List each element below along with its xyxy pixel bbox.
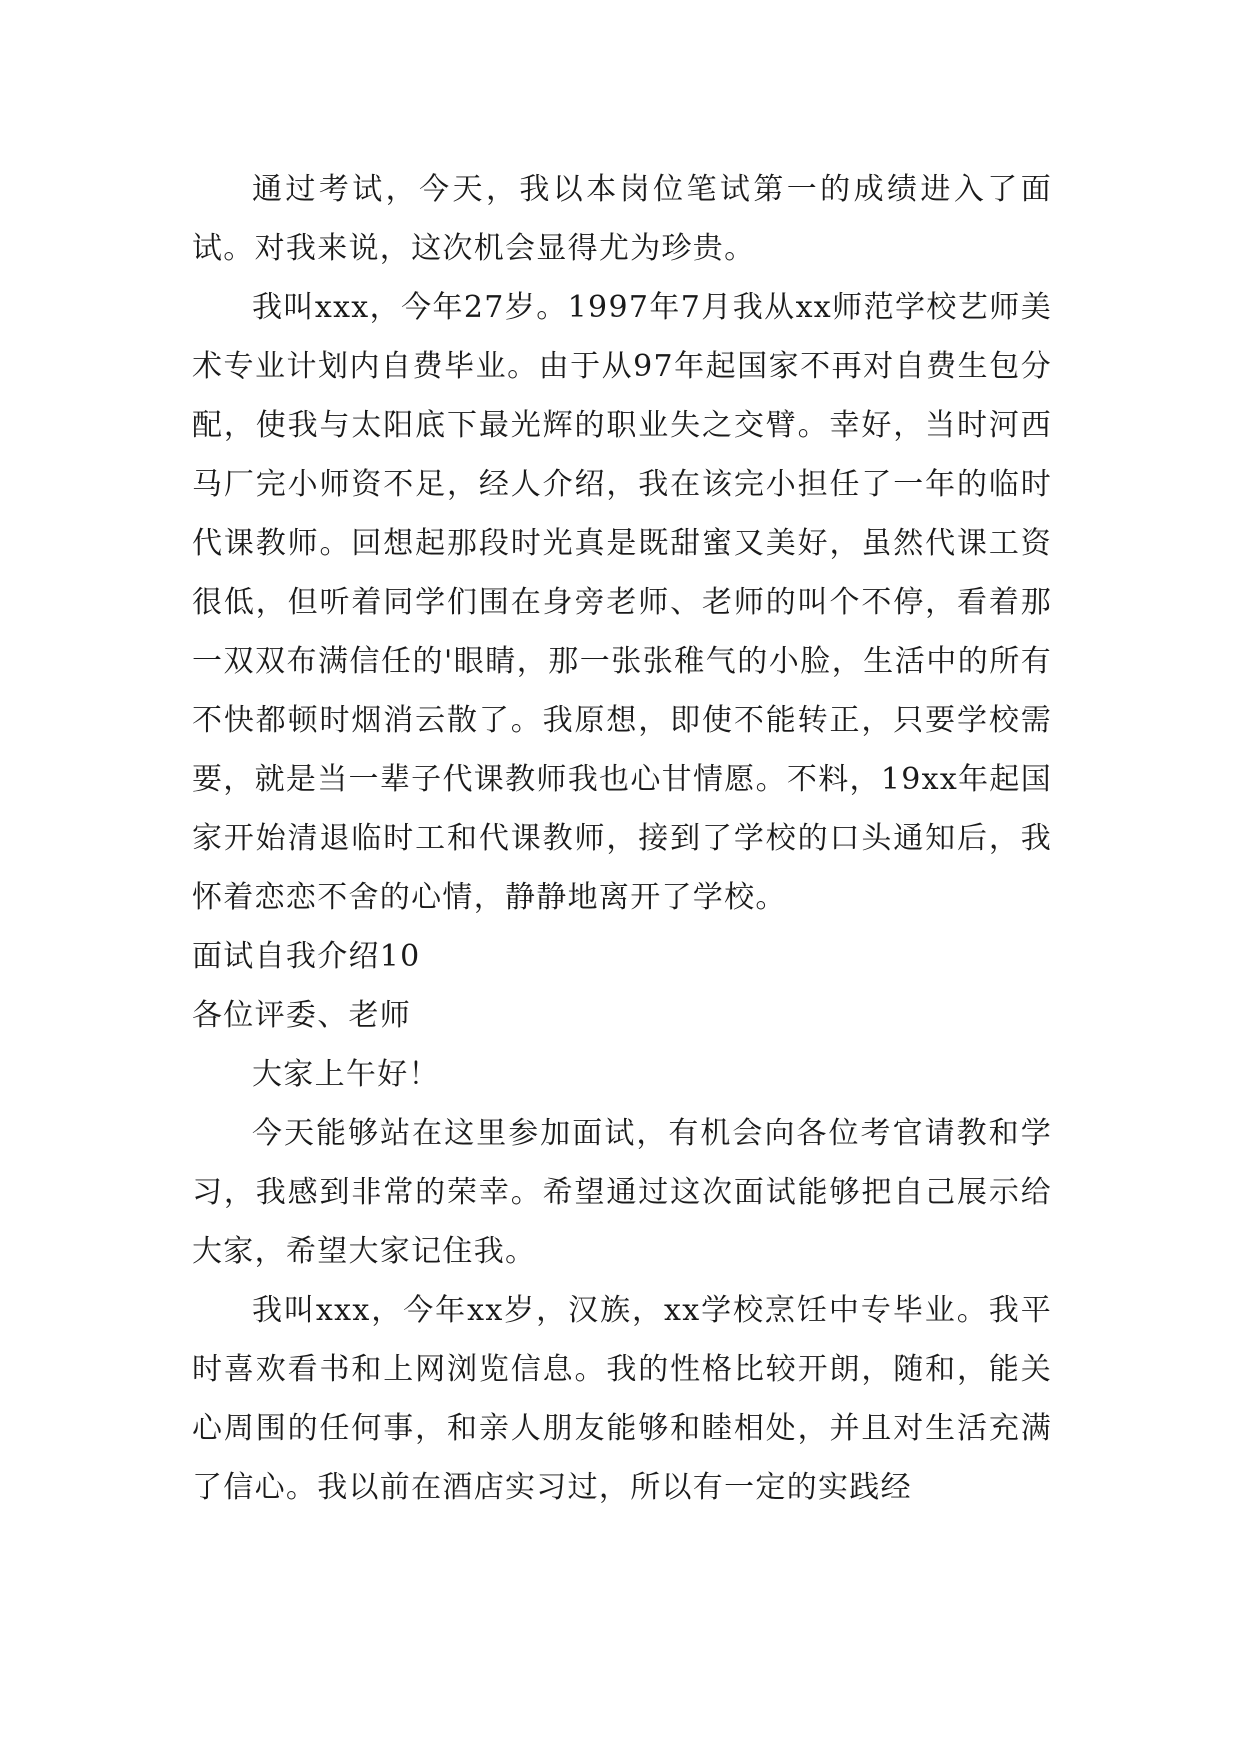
paragraph-background: 我叫xxx，今年27岁。1997年7月我从xx师范学校艺师美术专业计划内自费毕业。由于从97年起国家不再对自费生包分配，使我与太阳底下最光辉的职业失之交臂。幸好，当时河西马厂完小师资不足，经人介绍，我在该完小担任了一年的临时代课教师。回想起那段时光真是既甜蜜又美好，虽然代课工资很低，但听着同学们围在身旁老师、老师的叫个不停，看着那一双双布满信任的'眼睛，那一张张稚气的小脸，生活中的所有不快都顿时烟消云散了。我原想，即使不能转正，只要学校需要，就是当一辈子代课教师我也心甘情愿。不料，19xx年起国家开始清退临时工和代课教师，接到了学校的口头通知后，我怀着恋恋不舍的心情，静静地离开了学校。 [192, 290, 1052, 915]
paragraph-opening: 今天能够站在这里参加面试，有机会向各位考官请教和学习，我感到非常的荣幸。希望通过这次面试能够把自己展示给大家，希望大家记住我。 [192, 1116, 1052, 1269]
paragraph-exam-result: 通过考试，今天，我以本岗位笔试第一的成绩进入了面试。对我来说，这次机会显得尤为珍贵。 [192, 172, 1052, 266]
paragraph-greeting: 大家上午好！ [252, 1057, 440, 1092]
document-page [192, 160, 1052, 1517]
paragraph-salutation: 各位评委、老师 [192, 998, 412, 1033]
paragraph-self-introduction: 我叫xxx，今年xx岁，汉族，xx学校烹饪中专毕业。我平时喜欢看书和上网浏览信息。我的性格比较开朗，随和，能关心周围的任何事，和亲人朋友能够和睦相处，并且对生活充满了信心。我以前在酒店实习过，所以有一定的实践经 [192, 1293, 1052, 1505]
section-heading: 面试自我介绍10 [192, 939, 421, 974]
